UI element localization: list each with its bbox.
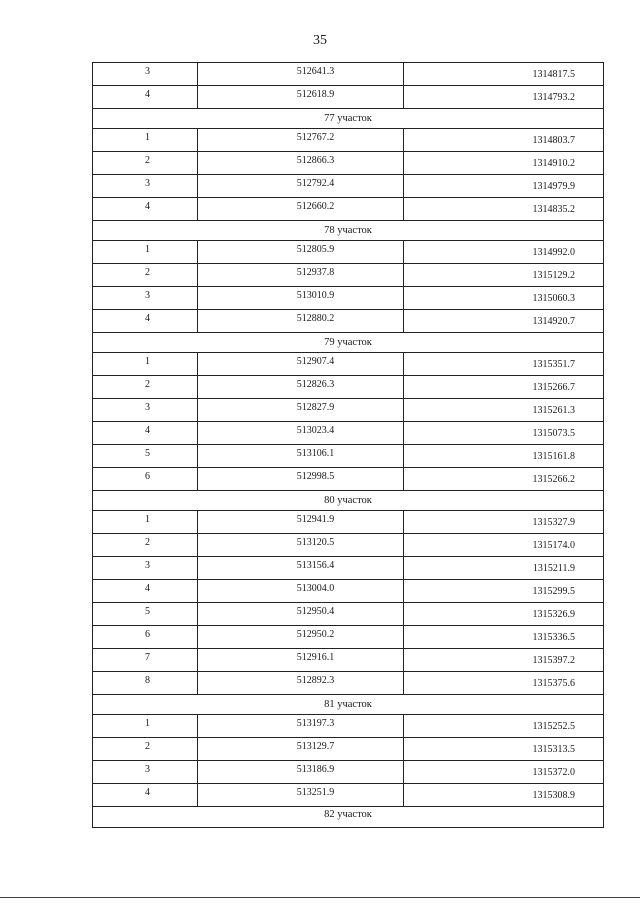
table-row [93, 376, 603, 399]
y-coordinate-cell: 1315313.5 [532, 744, 575, 755]
table-row [93, 264, 603, 287]
x-coordinate-cell: 512792.4 [198, 175, 404, 197]
y-coordinate-cell: 1314920.7 [532, 316, 575, 327]
x-coordinate-cell: 513004.0 [198, 580, 404, 602]
table-row [93, 715, 603, 738]
x-coordinate-cell: 512880.2 [198, 310, 404, 332]
y-coordinate-cell: 1315266.7 [532, 382, 575, 393]
table-row [93, 353, 603, 376]
section-header: 81 участок [93, 695, 603, 715]
footer-rule [0, 897, 640, 898]
x-coordinate-cell: 513197.3 [198, 715, 404, 737]
point-number-cell: 3 [93, 287, 198, 309]
point-number-cell: 5 [93, 603, 198, 625]
point-number-cell: 5 [93, 445, 198, 467]
x-coordinate-cell: 513106.1 [198, 445, 404, 467]
point-number-cell: 6 [93, 626, 198, 648]
table-row [93, 445, 603, 468]
table-row [93, 63, 603, 86]
table-row [93, 557, 603, 580]
x-coordinate-cell: 512866.3 [198, 152, 404, 174]
y-coordinate-cell: 1315327.9 [532, 517, 575, 528]
y-coordinate-cell: 1314835.2 [532, 204, 575, 215]
x-coordinate-cell: 512826.3 [198, 376, 404, 398]
y-coordinate-cell: 1315326.9 [532, 609, 575, 620]
x-coordinate-cell: 513251.9 [198, 784, 404, 806]
table-row [93, 399, 603, 422]
x-coordinate-cell: 512998.5 [198, 468, 404, 490]
x-coordinate-cell: 512641.3 [198, 63, 404, 85]
point-number-cell: 2 [93, 376, 198, 398]
y-coordinate-cell: 1315073.5 [532, 428, 575, 439]
point-number-cell: 4 [93, 198, 198, 220]
y-coordinate-cell: 1315397.2 [532, 655, 575, 666]
table-row [93, 468, 603, 491]
y-coordinate-cell: 1314793.2 [532, 92, 575, 103]
point-number-cell: 1 [93, 511, 198, 533]
y-coordinate-cell: 1314803.7 [532, 135, 575, 146]
y-coordinate-cell: 1315299.5 [532, 586, 575, 597]
y-coordinate-cell: 1315252.5 [532, 721, 575, 732]
x-coordinate-cell: 512660.2 [198, 198, 404, 220]
section-header: 78 участок [93, 221, 603, 241]
table-row [93, 580, 603, 603]
table-row [93, 86, 603, 109]
x-coordinate-cell: 512827.9 [198, 399, 404, 421]
point-number-cell: 3 [93, 175, 198, 197]
table-row [93, 603, 603, 626]
page-number: 35 [313, 33, 327, 48]
point-number-cell: 3 [93, 761, 198, 783]
y-coordinate-cell: 1315261.3 [532, 405, 575, 416]
coordinates-table [92, 62, 604, 828]
section-header: 79 участок [93, 333, 603, 353]
table-row [93, 152, 603, 175]
y-coordinate-cell: 1315266.2 [532, 474, 575, 485]
y-coordinate-cell: 1314992.0 [532, 247, 575, 258]
y-coordinate-cell: 1315351.7 [532, 359, 575, 370]
table-row [93, 310, 603, 333]
y-coordinate-cell: 1315161.8 [532, 451, 575, 462]
y-coordinate-cell: 1315308.9 [532, 790, 575, 801]
x-coordinate-cell: 512892.3 [198, 672, 404, 694]
table-row [93, 175, 603, 198]
y-coordinate-cell: 1315060.3 [532, 293, 575, 304]
x-coordinate-cell: 513023.4 [198, 422, 404, 444]
point-number-cell: 1 [93, 715, 198, 737]
y-coordinate-cell: 1315174.0 [532, 540, 575, 551]
table-row [93, 241, 603, 264]
x-coordinate-cell: 512907.4 [198, 353, 404, 375]
point-number-cell: 1 [93, 129, 198, 151]
table-row [93, 761, 603, 784]
table-row [93, 511, 603, 534]
x-coordinate-cell: 512937.8 [198, 264, 404, 286]
x-coordinate-cell: 512950.4 [198, 603, 404, 625]
section-header: 77 участок [93, 109, 603, 129]
x-coordinate-cell: 512767.2 [198, 129, 404, 151]
table-row [93, 198, 603, 221]
y-coordinate-cell: 1314817.5 [532, 69, 575, 80]
point-number-cell: 8 [93, 672, 198, 694]
y-coordinate-cell: 1314979.9 [532, 181, 575, 192]
point-number-cell: 2 [93, 738, 198, 760]
point-number-cell: 4 [93, 784, 198, 806]
x-coordinate-cell: 513186.9 [198, 761, 404, 783]
point-number-cell: 3 [93, 63, 198, 85]
x-coordinate-cell: 512618.9 [198, 86, 404, 108]
point-number-cell: 2 [93, 534, 198, 556]
x-coordinate-cell: 513129.7 [198, 738, 404, 760]
point-number-cell: 4 [93, 310, 198, 332]
section-header: 80 участок [93, 491, 603, 511]
table-row [93, 534, 603, 557]
y-coordinate-cell: 1315336.5 [532, 632, 575, 643]
table-row [93, 649, 603, 672]
section-header: 82 участок [324, 809, 372, 820]
x-coordinate-cell: 512916.1 [198, 649, 404, 671]
x-coordinate-cell: 513156.4 [198, 557, 404, 579]
table-row [93, 626, 603, 649]
y-coordinate-cell: 1314910.2 [532, 158, 575, 169]
point-number-cell: 2 [93, 152, 198, 174]
point-number-cell: 4 [93, 580, 198, 602]
x-coordinate-cell: 512941.9 [198, 511, 404, 533]
y-coordinate-cell: 1315372.0 [532, 767, 575, 778]
table-row [93, 129, 603, 152]
point-number-cell: 4 [93, 86, 198, 108]
point-number-cell: 2 [93, 264, 198, 286]
y-coordinate-cell: 1315375.6 [532, 678, 575, 689]
x-coordinate-cell: 513120.5 [198, 534, 404, 556]
table-row [93, 422, 603, 445]
y-coordinate-cell: 1315211.9 [532, 563, 575, 574]
table-row [93, 287, 603, 310]
x-coordinate-cell: 513010.9 [198, 287, 404, 309]
point-number-cell: 6 [93, 468, 198, 490]
x-coordinate-cell: 512805.9 [198, 241, 404, 263]
table-row [93, 672, 603, 695]
point-number-cell: 3 [93, 557, 198, 579]
table-row [93, 784, 603, 807]
point-number-cell: 7 [93, 649, 198, 671]
point-number-cell: 1 [93, 353, 198, 375]
point-number-cell: 3 [93, 399, 198, 421]
point-number-cell: 4 [93, 422, 198, 444]
table-row [93, 738, 603, 761]
x-coordinate-cell: 512950.2 [198, 626, 404, 648]
point-number-cell: 1 [93, 241, 198, 263]
y-coordinate-cell: 1315129.2 [532, 270, 575, 281]
